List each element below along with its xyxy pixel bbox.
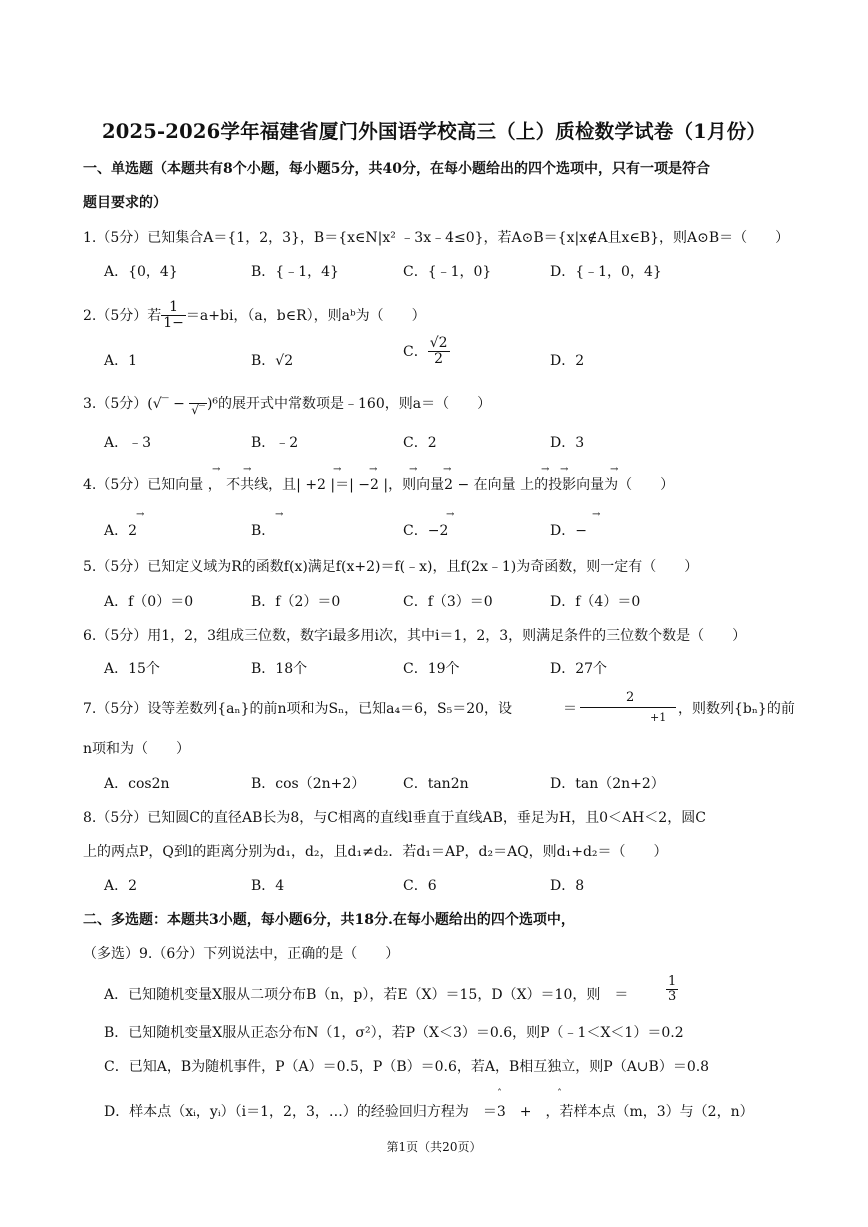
vector-arrow-icon: → — [592, 509, 601, 520]
q7-fraction-num: 2 — [626, 690, 635, 705]
q9-option-a-frac — [666, 975, 678, 1005]
q1-option-a: A．{0，4} — [104, 264, 178, 280]
q4-option-a: A．2 — [104, 523, 138, 539]
q3-option-c: C．2 — [403, 435, 437, 451]
q2-prefix: 2.（5分）若 — [83, 307, 162, 324]
q7-suffix: ，则数列{bₙ}的前 — [678, 701, 795, 717]
q9-option-a: A．已知随机变量X服从二项分布B（n，p），若E（X）＝15，D（X）＝10，则 ＝ — [104, 987, 629, 1003]
q2-option-c-label: C． — [403, 343, 428, 360]
q1-option-d: D．{﹣1，0，4} — [550, 264, 662, 280]
question-2 — [83, 300, 426, 332]
q2-option-c — [403, 336, 450, 368]
question-4: 4.（5分）已知向量 ， 不共线，且| +2 |＝| −2 |，则向量2 − 在向量 上的投影向量为（ ） — [83, 477, 675, 493]
q2-option-b: B．√2 — [251, 353, 294, 369]
q7-option-c: C．tan2n — [403, 776, 469, 792]
q3-option-a: A．﹣3 — [104, 435, 152, 451]
vector-arrow-icon: → — [541, 464, 550, 475]
q7-option-a: A．cos2n — [104, 776, 170, 792]
question-8: 8.（5分）已知圆C的直径AB长为8，与C相离的直线l垂直于直线AB，垂足为H，且0＜AH＜2，圆C — [83, 810, 706, 826]
q1-option-c: C．{﹣1，0} — [403, 264, 492, 280]
q4-option-b: B． — [251, 523, 276, 539]
question-8-cont: 上的两点P，Q到l的距离分别为d₁，d₂，且d₁≠d₂．若d₁＝AP，d₂＝AQ，则d₁+d₂＝（ ） — [83, 844, 668, 860]
q9-option-a-den: 3 — [668, 989, 677, 1005]
q3-option-b: B．﹣2 — [251, 435, 299, 451]
question-9: （多选）9.（6分）下列说法中，正确的是（ ） — [83, 946, 400, 962]
vector-arrow-icon: → — [446, 509, 455, 520]
question-6: 6.（5分）用1，2，3组成三位数，数字i最多用i次，其中i＝1，2，3，则满足条件的三位数个数是（ ） — [83, 628, 747, 644]
q2-option-c-num: √2 — [429, 335, 448, 351]
q3-fraction — [189, 390, 207, 417]
page-title: 2025-2026学年福建省厦门外国语学校高三（上）质检数学试卷（1月份） — [101, 120, 767, 143]
question-1: 1.（5分）已知集合A＝{1，2，3}，B＝{x∈N|x² ﹣3x﹣4≤0}，若A⊙B＝{x|x∉A且x∈B}，则A⊙B＝（ ） — [83, 230, 790, 246]
q5-option-a: A．f（0）＝0 — [104, 594, 194, 610]
q2-option-d: D．2 — [550, 353, 585, 369]
vector-arrow-icon: → — [610, 464, 619, 475]
q2-option-c-den: 2 — [434, 351, 444, 368]
q3-prefix: 3.（5分）(√‾ − — [83, 396, 190, 413]
vector-arrow-icon: → — [560, 464, 569, 475]
q6-option-c: C．19个 — [403, 661, 460, 677]
q2-option-a: A．1 — [104, 353, 138, 369]
vector-arrow-icon: → — [212, 464, 221, 475]
vector-arrow-icon: → — [443, 464, 452, 475]
q6-option-b: B．18个 — [251, 661, 308, 677]
question-7: 7.（5分）设等差数列{aₙ}的前n项和为Sₙ，已知a₄＝6，S₅＝20，设 — [83, 701, 513, 717]
q9-option-a-fraction — [666, 975, 678, 1005]
section-heading-single-choice-cont: 题目要求的） — [83, 195, 167, 211]
q9-option-a-num: 1 — [668, 974, 677, 989]
vector-arrow-icon: → — [409, 464, 418, 475]
q8-option-d: D．8 — [550, 878, 585, 894]
q3-fraction-den: √‾ — [191, 403, 205, 418]
question-3 — [83, 390, 491, 417]
q2-suffix: ＝a+bi，（a，b∈R），则aᵇ为（ ） — [185, 307, 426, 324]
q6-option-d: D．27个 — [550, 661, 608, 677]
question-7-cont: n项和为（ ） — [83, 741, 191, 757]
q5-option-d: D．f（4）＝0 — [550, 594, 641, 610]
q4-option-d: D．− — [550, 523, 587, 539]
q3-suffix: )⁶的展开式中常数项是﹣160，则a＝（ ） — [206, 396, 492, 413]
q7-fraction-bar — [580, 707, 676, 708]
q5-option-c: C．f（3）＝0 — [403, 594, 493, 610]
hat-mark-icon: ˆ — [557, 1089, 562, 1100]
vector-arrow-icon: → — [369, 464, 378, 475]
q2-fraction-num: 1 — [161, 300, 186, 316]
q9-option-d: D．样本点（xᵢ，yᵢ）（i＝1，2，3，…）的经验回归方程为 ＝3 + ，若样本点（m，3）与（2，n） — [104, 1104, 754, 1120]
q9-option-b: B．已知随机变量X服从正态分布N（1，σ²），若P（X＜3）＝0.6，则P（﹣1＜X＜1）＝0.2 — [104, 1025, 684, 1041]
q5-option-b: B．f（2）＝0 — [251, 594, 341, 610]
vector-arrow-icon: → — [333, 464, 342, 475]
q7-option-d: D．tan（2n+2） — [550, 776, 665, 792]
q3-option-d: D．3 — [550, 435, 585, 451]
q2-fraction-den: 1− — [163, 315, 184, 332]
q7-fraction-den: +1 — [650, 711, 667, 724]
q8-option-a: A．2 — [104, 878, 138, 894]
q2-option-c-fraction — [428, 336, 450, 368]
section-heading-multi-choice: 二、多选题：本题共3小题，每小题6分，共18分.在每小题给出的四个选项中， — [83, 912, 575, 928]
q4-option-c: C．−2 — [403, 523, 449, 539]
q7-option-b: B．cos（2n+2） — [251, 776, 366, 792]
hat-mark-icon: ˆ — [497, 1089, 502, 1100]
q8-option-b: B．4 — [251, 878, 285, 894]
page-footer: 第1页（共20页） — [386, 1140, 482, 1154]
question-5: 5.（5分）已知定义域为R的函数f(x)满足f(x+2)＝f(﹣x)，且f(2x﹣1)为奇函数，则一定有（ ） — [83, 559, 699, 575]
q1-option-b: B．{﹣1，4} — [251, 264, 339, 280]
vector-arrow-icon: → — [243, 464, 252, 475]
q2-fraction — [161, 300, 186, 332]
q8-option-c: C．6 — [403, 878, 437, 894]
section-heading-single-choice: 一、单选题（本题共有8个小题，每小题5分，共40分，在每小题给出的四个选项中，只有一项是符合 — [83, 161, 710, 177]
vector-arrow-icon: → — [275, 509, 284, 520]
q6-option-a: A．15个 — [104, 661, 160, 677]
vector-arrow-icon: → — [136, 509, 145, 520]
q9-option-c: C．已知A，B为随机事件，P（A）＝0.5，P（B）＝0.6，若A，B相互独立，则P（A∪B）＝0.8 — [104, 1059, 710, 1075]
q7-equals: ＝ — [563, 701, 577, 717]
